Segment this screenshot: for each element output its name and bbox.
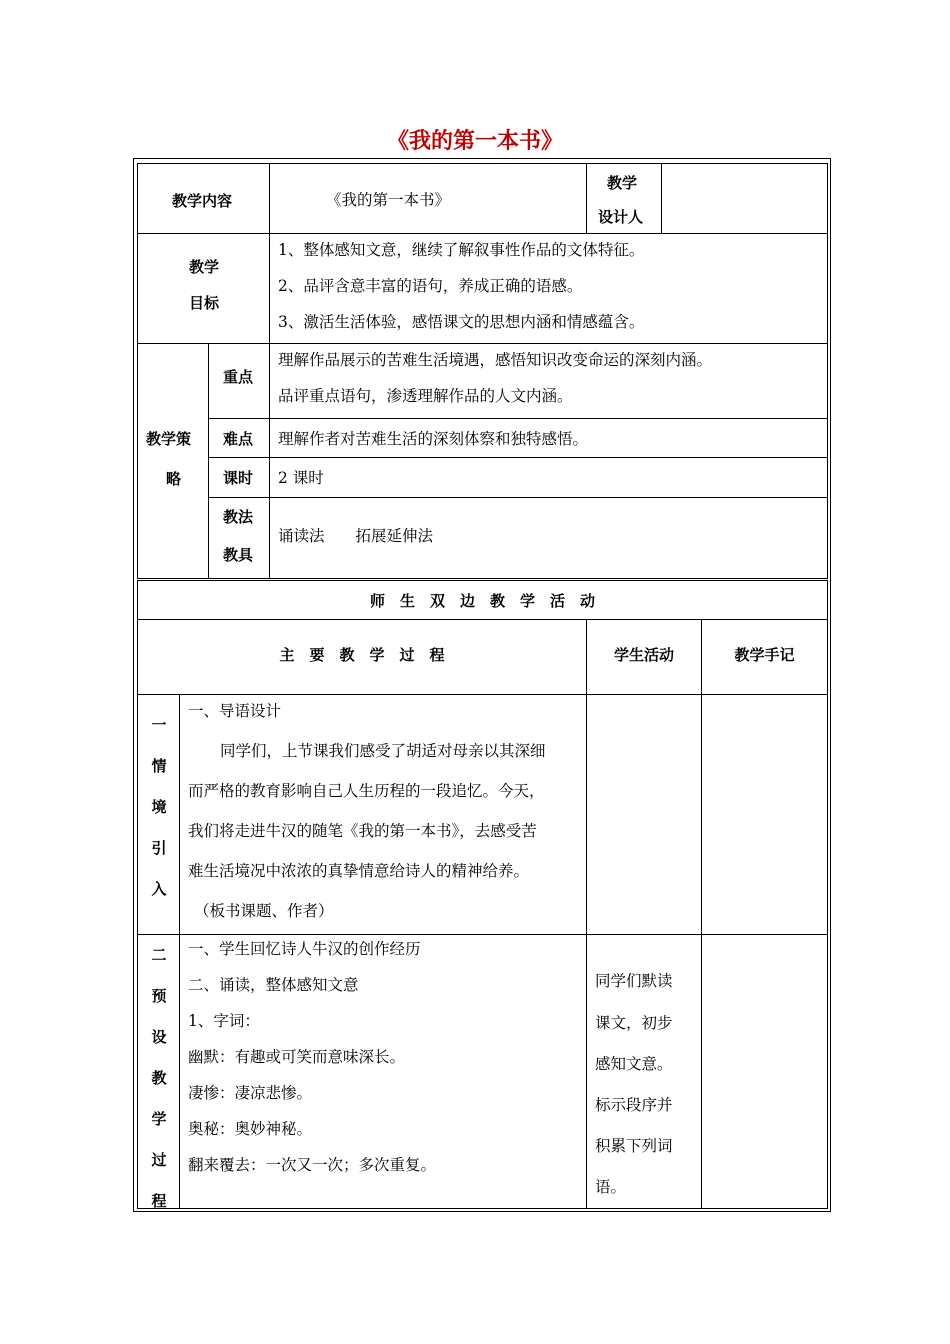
section1-label-char: 引 xyxy=(151,839,167,857)
goal-item: 1、整体感知文意，继续了解叙事性作品的文体特征。 xyxy=(278,241,645,259)
section2-student-line: 同学们默读 xyxy=(595,972,673,990)
goal-item: 2、品评含意丰富的语句，养成正确的语感。 xyxy=(278,277,583,295)
goals-content-cell xyxy=(269,233,828,344)
section2-line: 一、学生回忆诗人牛汉的创作经历 xyxy=(188,940,421,958)
goal-item: 3、激活生活体验，感悟课文的思想内涵和情感蕴含。 xyxy=(278,313,645,331)
method-label-line2: 教具 xyxy=(223,546,254,564)
process-header-cell xyxy=(137,619,587,695)
method-label-cell xyxy=(208,497,270,579)
content-label-cell xyxy=(137,163,270,234)
section2-line: 二、诵读，整体感知文意 xyxy=(188,976,359,994)
hours-content-cell xyxy=(269,457,828,498)
goals-label-cell xyxy=(137,233,270,344)
section2-line: 奥秘：奥妙神秘。 xyxy=(188,1120,313,1138)
difficult-label: 难点 xyxy=(223,430,254,448)
section2-label-char: 二 xyxy=(151,946,167,964)
strategy-label-line1: 教学策 xyxy=(146,430,192,448)
difficult-content-cell xyxy=(269,418,828,458)
notes-header-cell xyxy=(701,619,828,695)
section2-label-char: 学 xyxy=(151,1110,167,1128)
method-text: 诵读法 拓展延伸法 xyxy=(278,527,434,545)
goals-label-line2: 目标 xyxy=(189,294,220,312)
section2-line: 凄惨：凄凉悲惨。 xyxy=(188,1084,313,1102)
section2-line: 幽默：有趣或可笑而意味深长。 xyxy=(188,1048,406,1066)
student-header-cell xyxy=(586,619,702,695)
section1-label-char: 入 xyxy=(151,880,167,898)
section1-line: 同学们，上节课我们感受了胡适对母亲以其深细 xyxy=(220,742,546,760)
method-label-line1: 教法 xyxy=(223,508,254,526)
method-content-cell xyxy=(269,497,828,579)
section2-line: 翻来覆去：一次又一次；多次重复。 xyxy=(188,1156,437,1174)
section1-student-cell xyxy=(586,694,702,935)
section2-student-line: 积累下列词 xyxy=(595,1137,673,1155)
process-header: 主 要 教 学 过 程 xyxy=(279,646,445,664)
activities-banner: 师 生 双 边 教 学 活 动 xyxy=(369,592,595,610)
section2-notes-cell xyxy=(701,934,828,1209)
goals-label-line1: 教学 xyxy=(189,258,220,276)
section1-line: 难生活境况中浓浓的真挚情意给诗人的精神给养。 xyxy=(188,862,530,880)
section1-notes-cell xyxy=(701,694,828,935)
hours-label-cell xyxy=(208,457,270,498)
section1-line: 我们将走进牛汉的随笔《我的第一本书》，去感受苦 xyxy=(188,822,537,840)
notes-header: 教学手记 xyxy=(734,646,795,664)
section2-student-line: 感知文意。 xyxy=(595,1055,673,1073)
student-header: 学生活动 xyxy=(613,646,674,664)
key-content-cell xyxy=(269,343,828,419)
section2-label-char: 程 xyxy=(151,1192,167,1210)
section1-label-char: 情 xyxy=(151,757,167,775)
section1-label-cell xyxy=(137,694,180,935)
section1-label xyxy=(144,705,174,910)
strategy-label-line2: 略 xyxy=(166,470,182,488)
section2-label xyxy=(144,935,174,1222)
section2-student-line: 标示段序并 xyxy=(595,1096,673,1114)
section2-student-line: 课文，初步 xyxy=(595,1014,673,1032)
section2-content-cell xyxy=(179,934,587,1209)
hours-text: 2 课时 xyxy=(278,469,324,487)
section2-line: 1、字词： xyxy=(188,1012,260,1030)
difficult-label-cell xyxy=(208,418,270,458)
section2-label-char: 预 xyxy=(151,987,167,1005)
hours-label: 课时 xyxy=(223,469,254,487)
section2-label-char: 过 xyxy=(151,1151,167,1169)
section2-label-char: 教 xyxy=(151,1069,167,1087)
section1-label-char: 境 xyxy=(151,798,167,816)
section1-content-cell xyxy=(179,694,587,935)
key-label: 重点 xyxy=(223,368,254,386)
section1-label-char: 一 xyxy=(151,716,167,734)
key-label-cell xyxy=(208,343,270,419)
section1-line: 而严格的教育影响自己人生历程的一段追忆。今天， xyxy=(188,782,545,800)
document-title: 《我的第一本书》 xyxy=(386,129,563,154)
section2-label-cell xyxy=(137,934,180,1209)
designer-label-cell xyxy=(586,163,662,234)
strategy-label-cell xyxy=(137,343,209,579)
content-value: 《我的第一本书》 xyxy=(326,191,451,209)
section2-student-cell xyxy=(586,934,702,1209)
content-value-cell xyxy=(269,163,587,234)
section1-heading: 一、导语设计 xyxy=(188,702,282,720)
key-line: 理解作品展示的苦难生活境遇，感悟知识改变命运的深刻内涵。 xyxy=(278,351,713,369)
content-label: 教学内容 xyxy=(172,192,233,210)
lesson-plan-table xyxy=(133,158,831,1212)
designer-label-line1: 教学 xyxy=(607,174,638,192)
activities-banner-cell xyxy=(137,580,828,620)
section1-line: （板书课题、作者） xyxy=(194,902,334,920)
section2-student-line: 语。 xyxy=(595,1178,627,1196)
section2-label-char: 设 xyxy=(151,1028,167,1046)
key-line: 品评重点语句，渗透理解作品的人文内涵。 xyxy=(278,387,573,405)
designer-label-line2: 设计人 xyxy=(598,208,644,226)
designer-value-cell xyxy=(661,163,828,234)
difficult-text: 理解作者对苦难生活的深刻体察和独特感悟。 xyxy=(278,430,589,448)
